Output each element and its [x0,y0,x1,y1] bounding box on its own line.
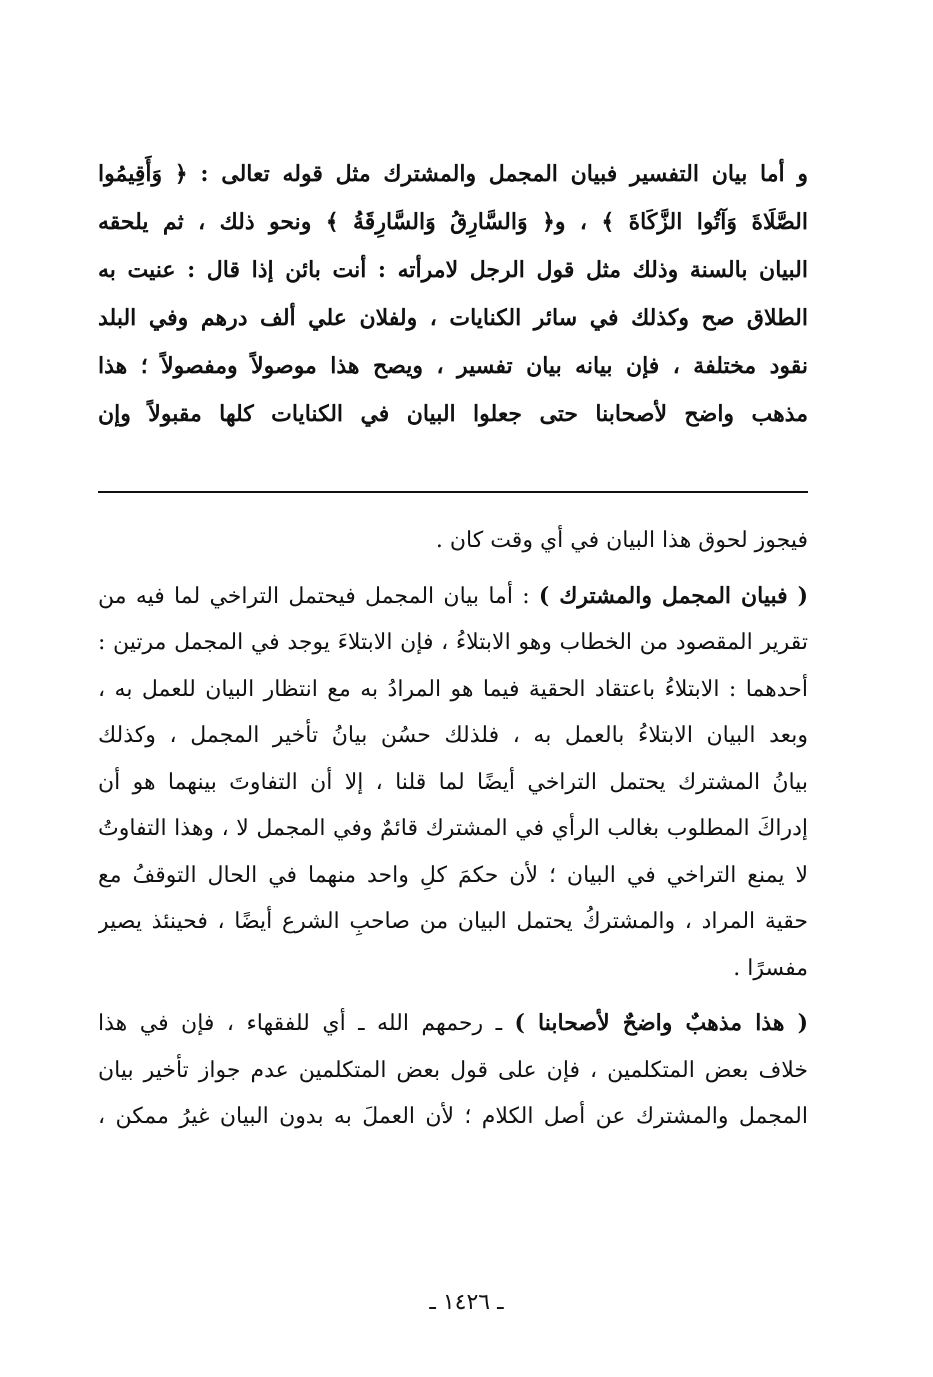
main-text-line: الصَّلَاةَ وَآتُوا الزَّكَاةَ ﴾ ، و﴿ وَالسَّارِقُ وَالسَّارِقَةُ ﴾ ونحو ذلك ، ثم يلحقه [98,209,808,235]
main-text [98,150,808,438]
commentary-line: مفسرًا . [733,955,808,981]
commentary-lead: ( فبيان المجمل والمشترك ) [538,582,808,609]
main-text-line: نقود مختلفة ، فإن بيانه بيان تفسير ، ويصح هذا موصولاً ومفصولاً ؛ هذا [98,353,808,379]
commentary-line: فيجوز لحوق هذا البيان في أي وقت كان . [435,528,808,553]
main-text-line: الطلاق صح وكذلك في سائر الكنايات ، ولفلان علي ألف درهم وفي البلد [98,305,808,331]
page-number: ـ ١٤٢٦ ـ [429,1290,504,1315]
commentary-text: ـ رحمهم الله ـ أي للفقهاء ، فإن في هذا [98,1011,515,1036]
commentary-line: خلاف بعض المتكلمين ، فإن على قول بعض المتكلمين عدم جواز تأخير بيان [98,1057,808,1083]
main-text-line: و أما بيان التفسير فبيان المجمل والمشترك مثل قوله تعالى : ﴿ وَأَقِيمُوا [98,161,808,187]
commentary-text: : أما بيان المجمل فيحتمل التراخي لما فيه من [98,583,539,609]
commentary-line: المجمل والمشترك عن أصل الكلام ؛ لأن العملَ به بدون البيان غيرُ ممكن ، [98,1104,808,1129]
footnote-separator [98,491,808,493]
commentary-line: بيانُ المشترك يحتمل التراخي أيضًا لما قلنا ، إلا أن التفاوتَ بينهما هو أن [98,769,808,795]
commentary-line: أحدهما : الابتلاءُ باعتقاد الحقية فيما هو المرادُ به مع انتظار البيان للعمل به ، [98,676,808,702]
commentary-line: إدراكَ المطلوب بغالب الرأي في المشترك قائمٌ وفي المجمل لا ، وهذا التفاوتُ [98,816,808,841]
commentary-line [98,1000,808,1048]
commentary-lead: ( هذا مذهبٌ واضحٌ لأصحابنا ) [514,1010,808,1036]
main-text-line: البيان بالسنة وذلك مثل قول الرجل لامرأته : أنت بائن إذا قال : عنيت به [98,257,808,283]
commentary-line: تقرير المقصود من الخطاب وهو الابتلاءُ ، فإن الابتلاءَ يوجد في المجمل مرتين : [98,630,808,655]
commentary-line: لا يمنع التراخي في البيان ؛ لأن حكمَ كلِ واحد منهما في الحال التوقفُ مع [98,862,808,888]
commentary-line: وبعد البيان الابتلاءُ بالعمل به ، فلذلك حسُن بيانُ تأخير المجمل ، وكذلك [98,723,808,748]
commentary-line: حقية المراد ، والمشتركُ يحتمل البيان من صاحبِ الشرع أيضًا ، فحينئذ يصير [98,909,808,934]
commentary [98,518,808,1141]
paragraph-gap [98,992,808,1000]
paragraph-gap [98,565,808,573]
main-text-line: مذهب واضح لأصحابنا حتى جعلوا البيان في الكنايات كلها مقبولاً وإن [98,401,808,427]
commentary-line [98,573,808,621]
